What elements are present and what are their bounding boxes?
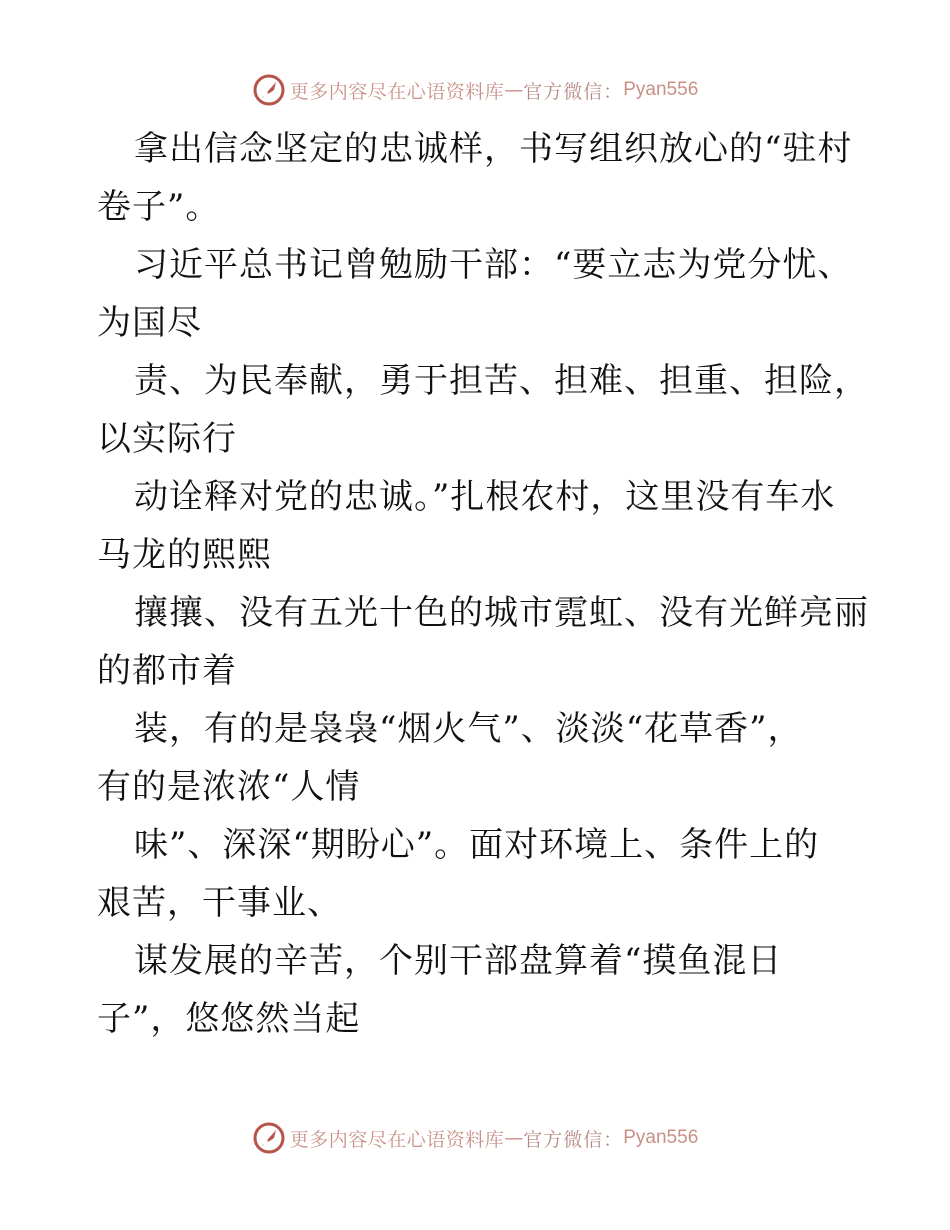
footer-site-text: 更多内容尽在心语资料库 [289,1128,505,1151]
text-line: 味”、深深“期盼心”。面对环境上、条件上的 [134,825,820,865]
quill-logo-icon [252,1121,286,1155]
text-line: 装，有的是袅袅“烟火气”、淡淡“花草香”， [134,709,803,749]
text-line: 责、为民奉献，勇于担苦、担难、担重、担险， [134,361,869,401]
footer-dash: — [504,1127,524,1149]
header-dash: — [504,79,524,101]
header-wechat-label: 官方微信： [523,80,624,103]
text-line: 动诠释对党的忠诚。”扎根农村，这里没有车水 [134,477,836,517]
text-line: 子”，悠悠然当起 [97,999,361,1039]
text-line: 以实际行 [97,419,237,459]
text-line: 艰苦，干事业、 [97,883,342,923]
footer-banner [0,1118,950,1158]
footer-wechat-label: 官方微信： [523,1128,624,1151]
text-line: 谋发展的辛苦，个别干部盘算着“摸鱼混日 [134,941,783,981]
text-line: 马龙的熙熙 [97,535,272,575]
header-wechat-id: Pyan556 [623,79,699,100]
footer-wechat-id: Pyan556 [623,1127,699,1148]
text-line: 拿出信念坚定的忠诚样，书写组织放心的“驻村 [134,129,853,169]
text-line: 为国尽 [97,303,202,343]
text-line: 卷子”。 [97,187,221,227]
text-line: 习近平总书记曾勉励干部：“要立志为党分忧、 [134,245,853,285]
header-site-text: 更多内容尽在心语资料库 [289,80,505,103]
text-line: 有的是浓浓“人情 [97,767,361,807]
text-line: 的都市着 [97,651,237,691]
text-line: 攘攘、没有五光十色的城市霓虹、没有光鲜亮丽 [134,593,869,633]
